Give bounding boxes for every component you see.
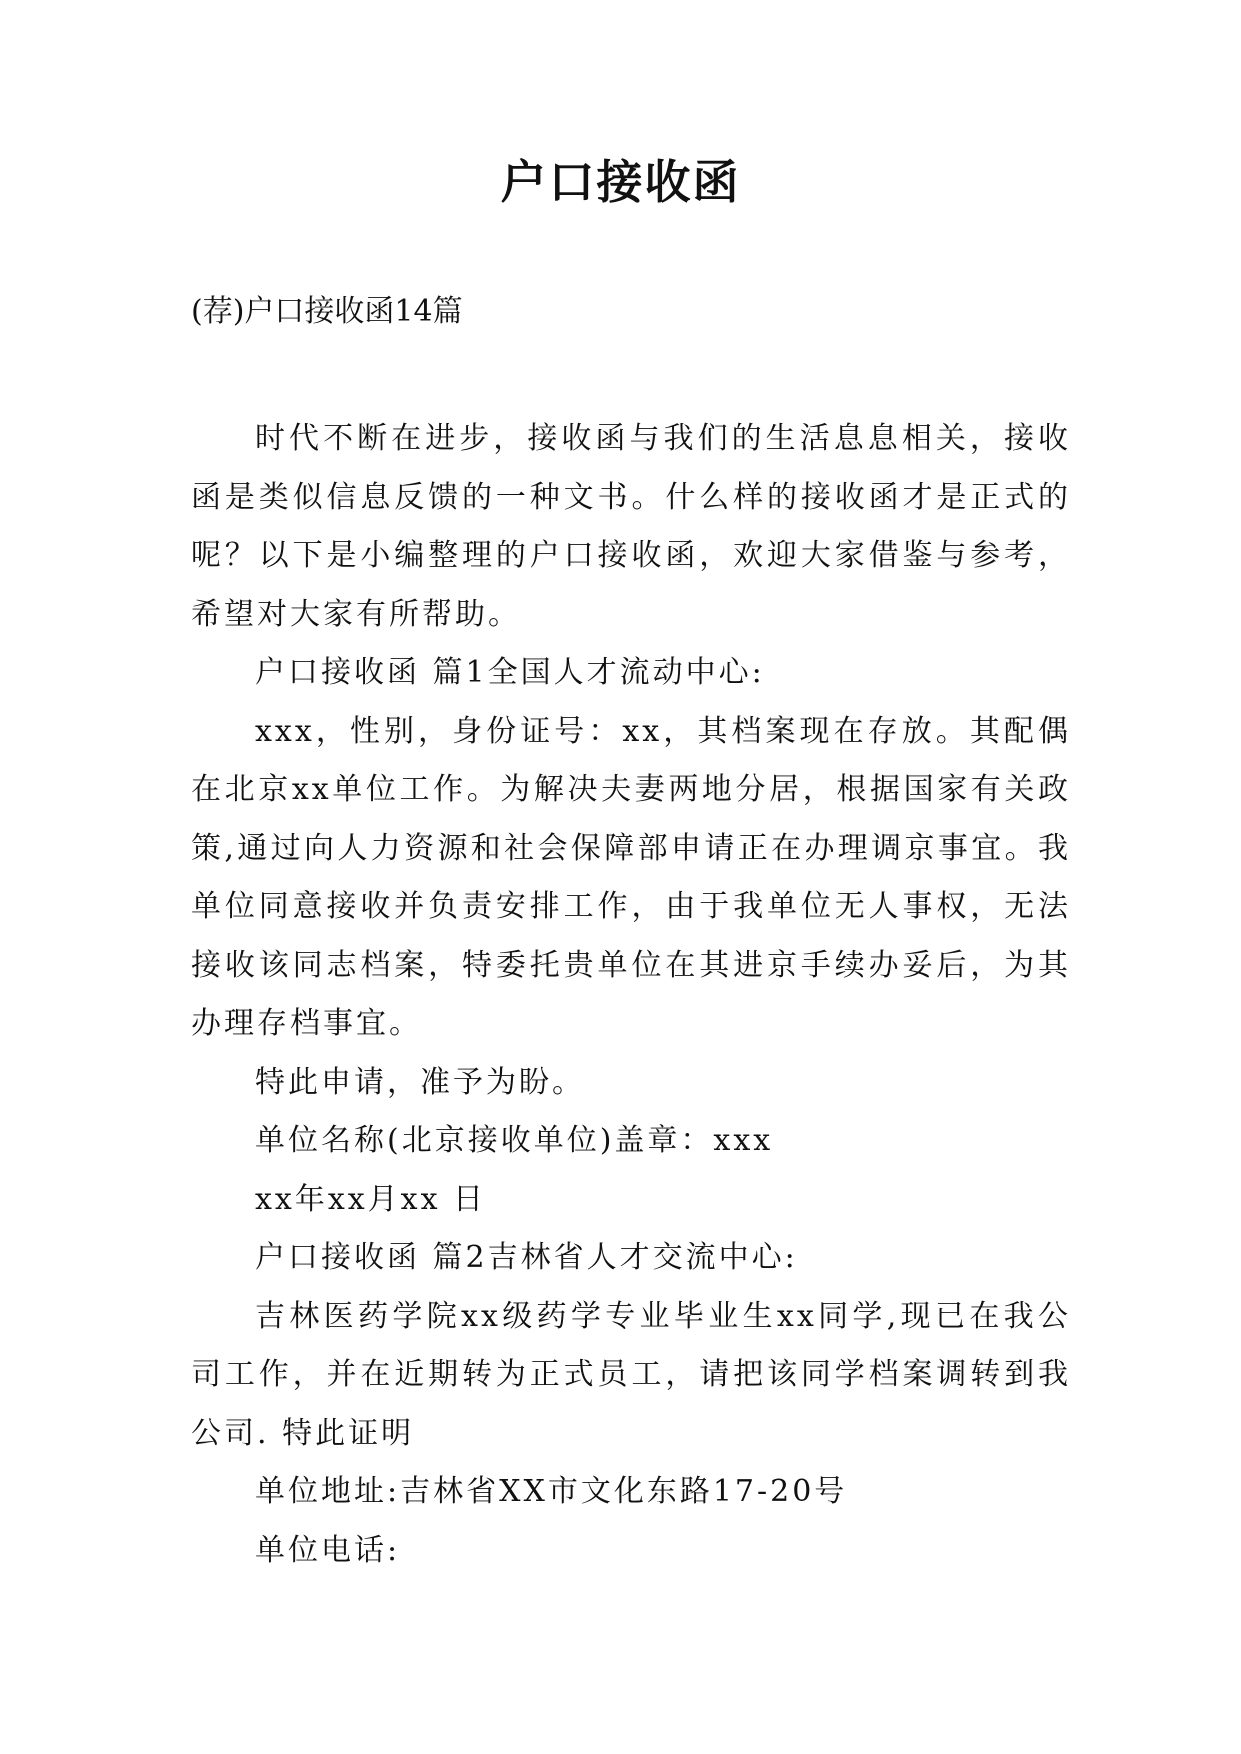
- paragraph-letter1-heading: 户口接收函 篇1全国人才流动中心:: [255, 655, 765, 690]
- paragraph-letter1-request: 特此申请，准予为盼。: [255, 1064, 585, 1100]
- document-body: [191, 410, 1071, 1580]
- paragraph-letter2-heading: 户口接收函 篇2吉林省人才交流中心:: [255, 1240, 798, 1275]
- paragraph-intro: 时代不断在进步，接收函与我们的生活息息相关，接收函是类似信息反馈的一种文书。什么样的接收函才是正式的呢？以下是小编整理的户口接收函，欢迎大家借鉴与参考，希望对大家有所帮助。: [191, 421, 1071, 632]
- paragraph-letter2-phone: 单位电话:: [255, 1532, 401, 1568]
- document-subtitle: (荐)户口接收函14篇: [191, 294, 463, 329]
- paragraph-letter1-body: xxx，性别，身份证号：xx，其档案现在存放。其配偶在北京xx单位工作。为解决夫妻两地分居，根据国家有关政策,通过向人力资源和社会保障部申请正在办理调京事宜。我单位同意接收并负责安排工作，由于我单位无人事权，无法接收该同志档案，特委托贵单位在其进京手续办妥后，为其办理存档事宜。: [191, 713, 1071, 1041]
- paragraph-letter2-address: 单位地址:吉林省XX市文化东路17-20号: [255, 1474, 848, 1509]
- paragraph-letter2-body: 吉林医药学院xx级药学专业毕业生xx同学,现已在我公司工作，并在近期转为正式员工，请把该同学档案调转到我公司. 特此证明: [191, 1298, 1071, 1451]
- paragraph-letter1-unit: 单位名称(北京接收单位)盖章：xxx: [255, 1123, 774, 1158]
- document-title: 户口接收函: [500, 155, 741, 209]
- paragraph-letter1-date: xx年xx月xx 日: [255, 1181, 487, 1217]
